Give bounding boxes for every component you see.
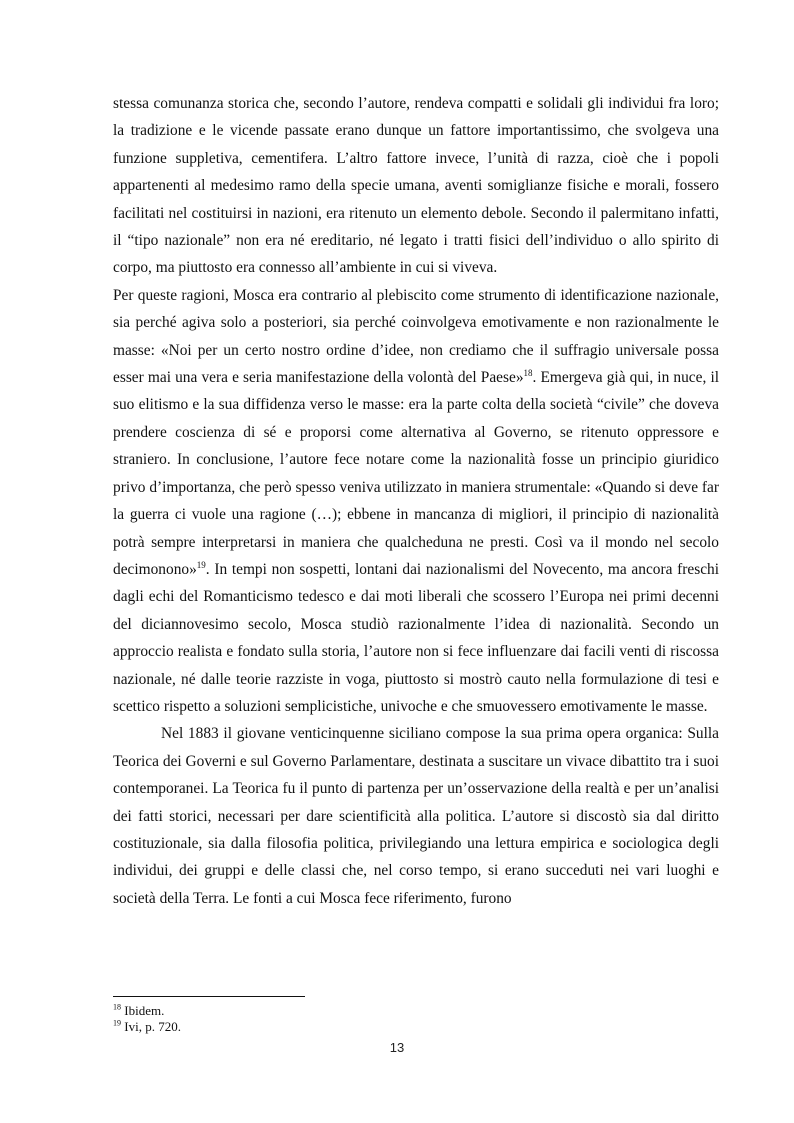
paragraph bbox=[113, 90, 719, 282]
footnote-separator bbox=[113, 996, 305, 997]
paragraph bbox=[113, 282, 719, 721]
paragraph bbox=[113, 720, 719, 912]
footnote bbox=[113, 1003, 719, 1019]
footnote-reference[interactable]: 18 bbox=[523, 367, 533, 378]
paragraph-text: Nel 1883 il giovane venticinquenne siciliano compose la sua prima opera organica: Sulla Teorica dei Governi e sul Governo Parlamentare, destinata a suscitare un vivace dibattito tra i suoi contemporanei. La Teorica fu il punto di partenza per un’osservazione della realtà e per un’analisi dei fatti storici, necessari per dare scientificità alla politica. L’autore si discostò sia dal diritto costituzionale, sia dalla filosofia politica, privilegiando una lettura empirica e sociologica degli individui, dei gruppi e delle classi che, nel corso tempo, si erano succeduti nei vari luoghi e società della Terra. Le fonti a cui Mosca fece riferimento, furono bbox=[113, 725, 719, 907]
footnote-number: 19 bbox=[113, 1018, 121, 1028]
body-text bbox=[113, 90, 719, 912]
paragraph-text: stessa comunanza storica che, secondo l’autore, rendeva compatti e solidali gli individui fra loro; la tradizione e le vicende passate erano dunque un fattore importantissimo, che svolgeva una funzione suppletiva, cementifera. L’altro fattore invece, l’unità di razza, cioè che i popoli appartenenti al medesimo ramo della specie umana, aventi somiglianze fisiche e morali, fossero facilitati nel costituirsi in nazioni, era ritenuto un elemento debole. Secondo il palermitano infatti, il “tipo nazionale” non era né ereditario, né legato i tratti fisici dell’individuo o allo spirito di corpo, ma piuttosto era connesso all’ambiente in cui si viveva. bbox=[113, 95, 719, 277]
paragraph-text: . In tempi non sospetti, lontani dai nazionalismi del Novecento, ma ancora freschi dagli echi del Romanticismo tedesco e dai moti liberali che scossero l’Europa nei primi decenni del diciannovesimo secolo, Mosca studiò razionalmente l’idea di nazionalità. Secondo un approccio realista e fondato sulla storia, l’autore non si fece influenzare dai facili venti di riscossa nazionale, né dalle teorie razziste in voga, piuttosto si mostrò cauto nella formulazione di tesi e scettico rispetto a soluzioni semplicistiche, univoche e che smuovessero emotivamente le masse. bbox=[113, 560, 719, 715]
footnote bbox=[113, 1019, 719, 1035]
footnote-number: 18 bbox=[113, 1002, 121, 1012]
paragraph-text: Per queste ragioni, Mosca era contrario al plebiscito come strumento di identificazione nazionale, sia perché agiva solo a posteriori, sia perché coinvolgeva emotivamente e non razionalmente le masse: «Noi per un certo nostro ordine d’idee, non crediamo che il suffragio universale possa esser mai una vera e seria manifestazione della volontà del Paese» bbox=[113, 286, 719, 387]
page-number: 13 bbox=[389, 1040, 405, 1055]
paragraph-text: . Emergeva già qui, in nuce, il suo elitismo e la sua diffidenza verso le masse: era la parte colta della società “civile” che doveva prendere coscienza di sé e proporsi come alternativa al Governo, se ritenuto oppressore e straniero. In conclusione, l’autore fece notare come la nazionalità fosse un principio giuridico privo d’importanza, che però spesso veniva utilizzato in maniera strumentale: «Quando si deve far la guerra ci vuole una ragione (…); ebbene in mancanza di migliori, il principio di nazionalità potrà sempre interpretarsi in maniera che qualcheduna ne presti. Così va il mondo nel secolo decimonono» bbox=[113, 369, 720, 578]
footnotes bbox=[113, 1003, 719, 1035]
footnote-text: Ibidem. bbox=[121, 1003, 165, 1018]
footnote-text: Ivi, p. 720. bbox=[121, 1019, 181, 1034]
footnote-reference[interactable]: 19 bbox=[196, 559, 206, 570]
